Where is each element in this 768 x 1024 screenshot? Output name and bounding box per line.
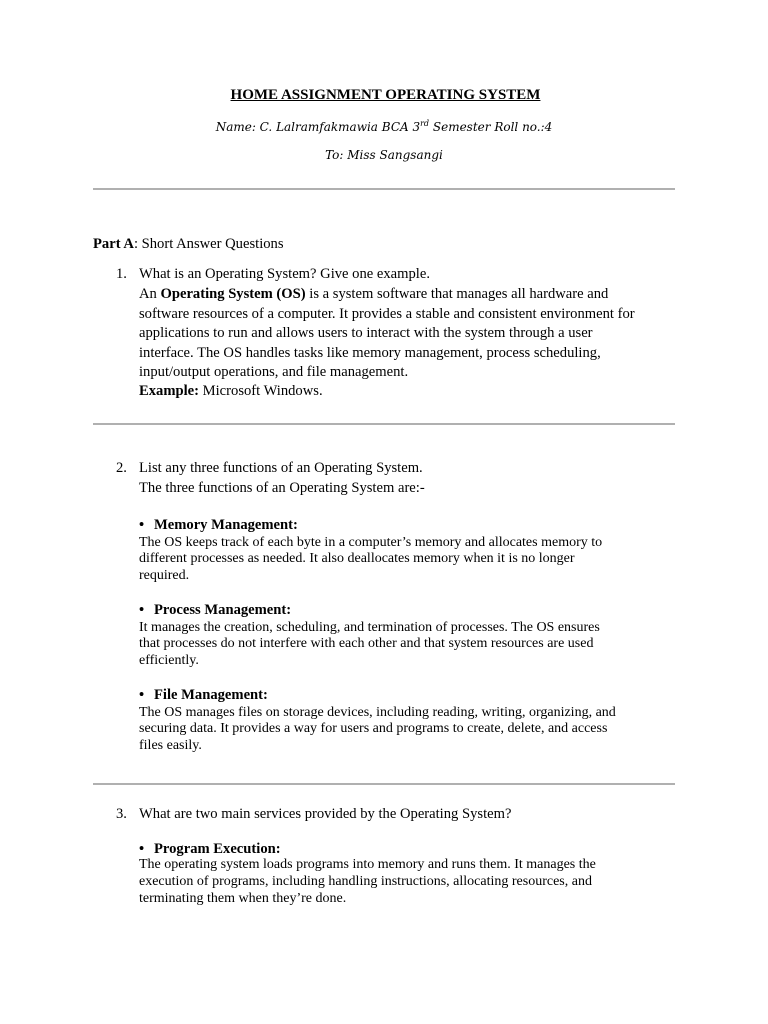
part-heading	[93, 236, 284, 253]
q2-item-line: The OS keeps track of each byte in a computer’s memory and allocates memory to	[139, 535, 603, 550]
q1-answer-line: applications to run and allows users to interact with the system through a user	[139, 325, 593, 341]
q3-item-line: The operating system loads programs into memory and runs them. It manages the	[139, 857, 596, 872]
q2-item-line: It manages the creation, scheduling, and termination of processes. The OS ensures	[139, 620, 600, 635]
bullet-icon: •	[139, 517, 145, 533]
q2-item-line: required.	[139, 568, 190, 583]
q1-example-label: Example:	[139, 383, 199, 399]
q2-item-heading	[139, 517, 298, 534]
q3-item-line: execution of programs, including handling instructions, allocating resources, and	[139, 874, 592, 889]
q2-number: 2.	[116, 460, 127, 476]
part-title: : Short Answer Questions	[133, 236, 284, 252]
part-label: Part A	[93, 236, 134, 252]
q1-answer-pre: An	[139, 286, 161, 302]
bullet-icon: •	[139, 841, 145, 857]
q2-item-heading	[139, 602, 291, 619]
q2-intro: The three functions of an Operating System are:-	[139, 480, 425, 496]
q1-answer-line: interface. The OS handles tasks like memory management, process scheduling,	[139, 345, 601, 361]
q2-item-line: The OS manages files on storage devices, including reading, writing, organizing, and	[139, 705, 616, 720]
author-line	[0, 119, 768, 134]
q1-answer-line-1	[139, 285, 608, 305]
q2-item-line: files easily.	[139, 738, 202, 753]
divider-3	[93, 783, 675, 785]
divider-1	[93, 188, 675, 190]
q1-answer-line: input/output operations, and file management.	[139, 364, 409, 380]
q2-question: List any three functions of an Operating System.	[139, 460, 423, 476]
document-title: HOME ASSIGNMENT OPERATING SYSTEM	[230, 87, 541, 103]
q3-item-heading	[139, 841, 281, 858]
q2-item-heading-text: File Management:	[154, 687, 268, 703]
q1-number: 1.	[116, 266, 127, 282]
bullet-icon: •	[139, 687, 145, 703]
recipient-line: To: Miss Sangsangi	[325, 148, 443, 162]
author-line-pre: Name: C. Lalramfakmawia BCA 3	[215, 120, 421, 134]
q3-item-line: terminating them when they’re done.	[139, 891, 347, 906]
author-line-sup: rd	[420, 119, 430, 128]
q1-answer-line-1-text: is a system software that manages all hardware and	[305, 286, 609, 302]
q2-item-heading-text: Memory Management:	[154, 517, 298, 533]
q2-item-line: efficiently.	[139, 653, 199, 668]
q2-item-line: different processes as needed. It also deallocates memory when it is no longer	[139, 551, 575, 566]
q3-number: 3.	[116, 806, 127, 822]
bullet-icon: •	[139, 602, 145, 618]
author-line-post: Semester Roll no.:4	[429, 120, 553, 134]
q1-example	[139, 382, 323, 402]
q2-item-line: securing data. It provides a way for users and programs to create, delete, and access	[139, 721, 608, 736]
q1-answer-term: Operating System (OS)	[160, 286, 306, 302]
q2-item-heading	[139, 687, 268, 704]
q3-item-heading-text: Program Execution:	[154, 841, 281, 857]
q2-item-line: that processes do not interfere with each other and that system resources are used	[139, 636, 594, 651]
q1-example-value: Microsoft Windows.	[199, 383, 323, 399]
divider-2	[93, 423, 675, 425]
q3-question: What are two main services provided by the Operating System?	[139, 806, 512, 822]
q1-answer-line: software resources of a computer. It provides a stable and consistent environment for	[139, 306, 635, 322]
q2-item-heading-text: Process Management:	[154, 602, 292, 618]
q1-question: What is an Operating System? Give one example.	[139, 266, 430, 282]
